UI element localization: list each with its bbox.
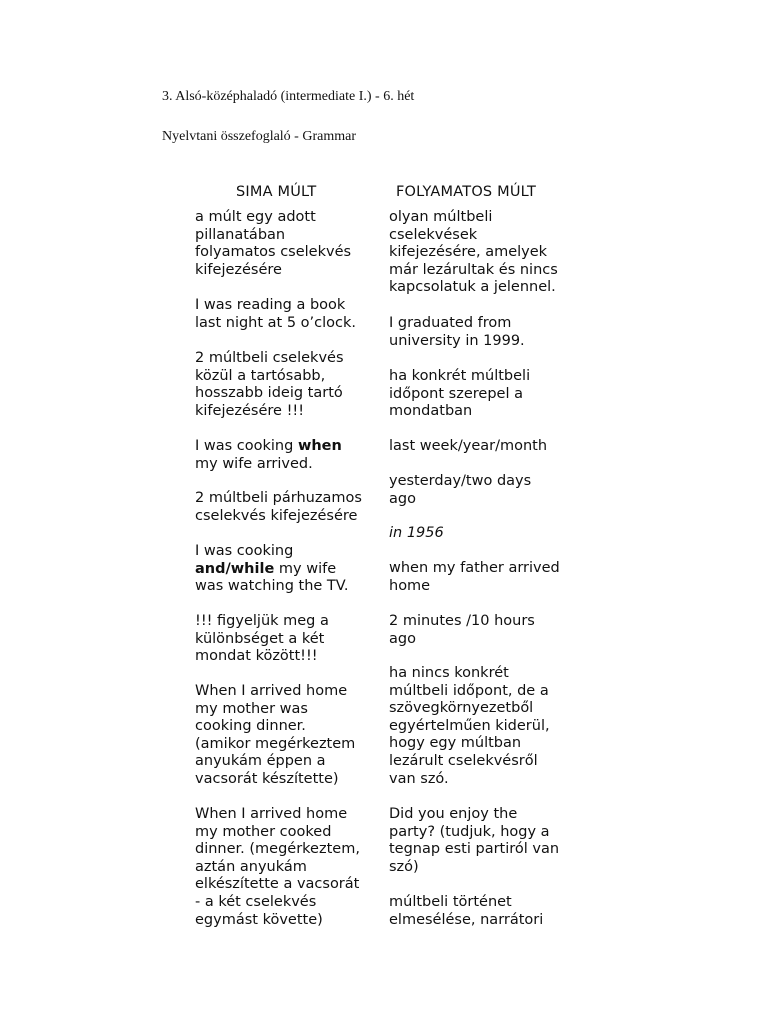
left-example-when <box>195 438 342 473</box>
left-usage-parallel: 2 múltbeli párhuzamos cselekvés kifejezésére <box>195 490 362 524</box>
right-example-party: Did you enjoy the party? (tudjuk, hogy a tegnap esti partiról van szó) <box>389 806 560 875</box>
lesson-heading: 3. Alsó-középhaladó (intermediate I.) - 6. hét <box>162 89 415 104</box>
right-time-expression-ago: 2 minutes /10 hours ago <box>389 613 535 647</box>
right-column <box>389 209 589 928</box>
right-example-graduated: I graduated from university in 1999. <box>389 315 525 349</box>
left-example-while-part1: I was cooking <box>195 543 294 559</box>
left-example-when-part2: my wife arrived. <box>195 455 313 472</box>
right-time-expression-year: in 1956 <box>389 525 444 541</box>
left-usage-longer-action: 2 múltbeli cselekvés közül a tartósabb, hosszabb ideig tartó kifejezésére !!! <box>195 350 344 419</box>
left-example-when-keyword: when <box>297 438 342 454</box>
right-time-expression-last: last week/year/month <box>389 438 548 454</box>
right-usage-narrative: múltbeli történet elmesélése, narrátori <box>389 894 544 928</box>
left-column-title: SIMA MÚLT <box>236 184 317 200</box>
right-usage-description: olyan múltbeli cselekvések kifejezésére, amelyek már lezárultak és nincs kapcsolatuk a jelennel. <box>389 209 558 296</box>
right-time-expression-when: when my father arrived home <box>389 560 560 594</box>
left-example-was-cooking: When I arrived home my mother was cooking dinner. (amikor megérkeztem anyukám éppen a vacsorát készítette) <box>195 683 356 787</box>
left-example-cooked: When I arrived home my mother cooked dinner. (megérkeztem, aztán anyukám elkészítette a vacsorát - a két cselekvés egymást követte) <box>195 806 360 928</box>
left-note-difference: !!! figyeljük meg a különbséget a két mondat között!!! <box>195 613 329 665</box>
left-example-while-part2: my wife was watching the TV. <box>195 560 349 595</box>
left-example-reading: I was reading a book last night at 5 o’clock. <box>195 297 357 331</box>
left-column <box>195 209 385 928</box>
right-time-expression-yesterday: yesterday/two days ago <box>389 473 532 507</box>
left-example-while-keyword: and/while <box>195 560 275 577</box>
grammar-summary-heading: Nyelvtani összefoglaló - Grammar <box>162 129 356 144</box>
right-usage-context: ha nincs konkrét múltbeli időpont, de a szövegkörnyezetből egyértelműen kiderül, hogy egy múltban lezárult cselekvésről van szó. <box>389 665 550 787</box>
right-usage-specific-time: ha konkrét múltbeli időpont szerepel a mondatban <box>389 368 531 420</box>
right-column-title: FOLYAMATOS MÚLT <box>396 184 537 200</box>
left-example-while <box>195 543 348 596</box>
left-usage-description: a múlt egy adott pillanatában folyamatos cselekvés kifejezésére <box>195 209 352 278</box>
left-example-when-part1: I was cooking <box>195 438 298 454</box>
